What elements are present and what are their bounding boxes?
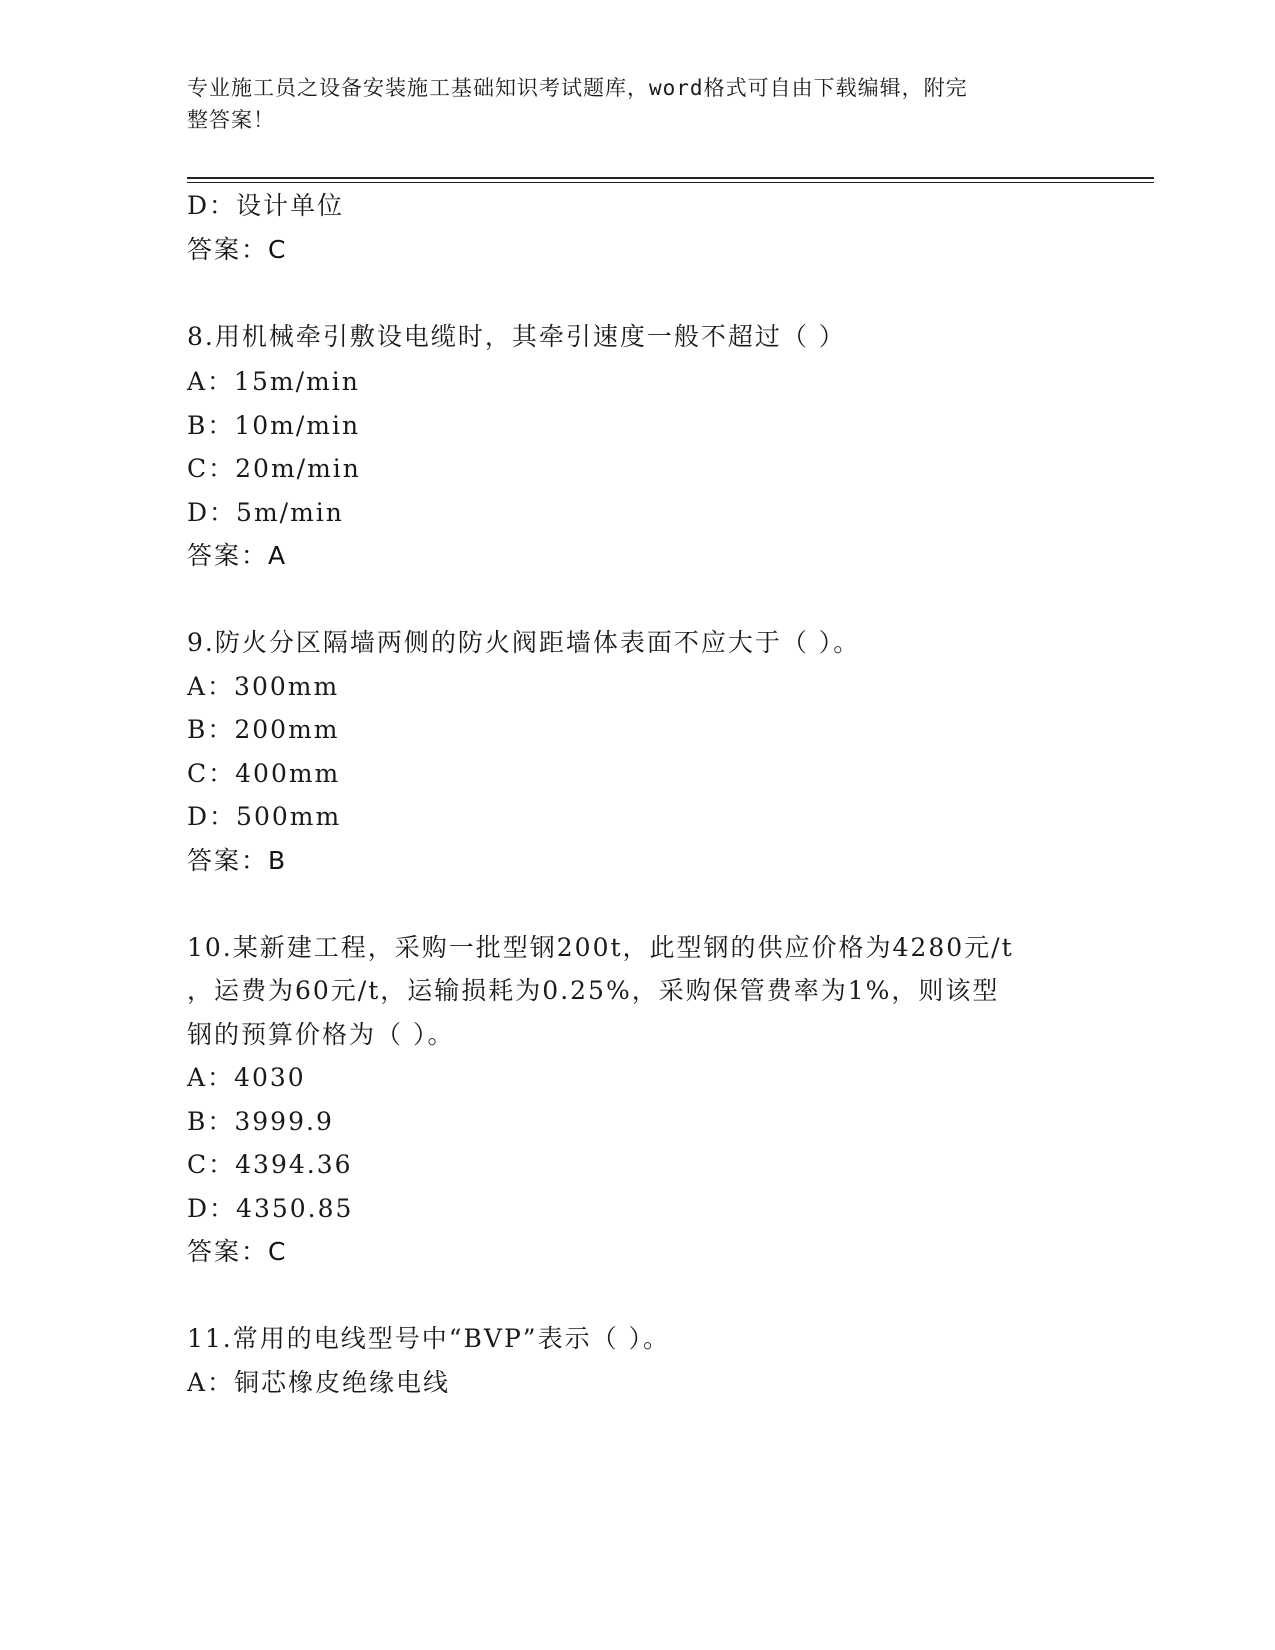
- q8-answer-value: A: [268, 541, 286, 570]
- document-header: [187, 72, 1067, 136]
- q10-option-b: B：3999.9: [187, 1107, 334, 1136]
- q8-option-a: A：15m/min: [187, 367, 360, 396]
- q9-option-c: C：400mm: [187, 759, 341, 788]
- q9-option-b: B：200mm: [187, 715, 340, 744]
- q10-option-a: A：4030: [187, 1063, 306, 1092]
- q8-question: 8.用机械牵引敷设电缆时，其牵引速度一般不超过（ ）: [187, 322, 846, 351]
- q8-option-d: D：5m/min: [187, 498, 344, 527]
- q9-option-a: A：300mm: [187, 672, 340, 701]
- q9-answer: [187, 841, 285, 877]
- q10-answer-value: C: [268, 1237, 286, 1266]
- q10-question-line-2: ，运费为60元/t，运输损耗为0.25%，采购保管费率为1%，则该型: [187, 976, 1000, 1005]
- header-line-2: 整答案！: [187, 108, 275, 132]
- q11-question: 11.常用的电线型号中“BVP”表示（ ）。: [187, 1324, 671, 1353]
- q7-answer: [187, 230, 285, 266]
- q8-answer: [187, 536, 285, 572]
- q10-question-line-1: 10.某新建工程，采购一批型钢200t，此型钢的供应价格为4280元/t: [187, 933, 1014, 962]
- q8-option-b: B：10m/min: [187, 411, 361, 440]
- q11-option-a: A：铜芯橡皮绝缘电线: [187, 1368, 451, 1397]
- q8-option-c: C：20m/min: [187, 454, 361, 483]
- q10-question-line-3: 钢的预算价格为（ ）。: [187, 1020, 455, 1049]
- q7-option-d: D：设计单位: [187, 191, 345, 220]
- header-divider-thick: [187, 177, 1154, 179]
- q9-answer-label: 答案：: [187, 846, 269, 875]
- q10-answer: [187, 1232, 285, 1268]
- q7-answer-value: C: [268, 235, 286, 264]
- q9-option-d: D：500mm: [187, 802, 342, 831]
- q10-answer-label: 答案：: [187, 1237, 269, 1266]
- q8-answer-label: 答案：: [187, 541, 269, 570]
- q7-answer-label: 答案：: [187, 235, 269, 264]
- q9-question: 9.防火分区隔墙两侧的防火阀距墙体表面不应大于（ ）。: [187, 628, 861, 657]
- q10-option-c: C：4394.36: [187, 1150, 353, 1179]
- q10-option-d: D：4350.85: [187, 1194, 354, 1223]
- header-divider-thin: [187, 182, 1154, 183]
- q9-answer-value: B: [268, 846, 286, 875]
- header-line-1: 专业施工员之设备安装施工基础知识考试题库，word格式可自由下载编辑，附完: [187, 76, 968, 100]
